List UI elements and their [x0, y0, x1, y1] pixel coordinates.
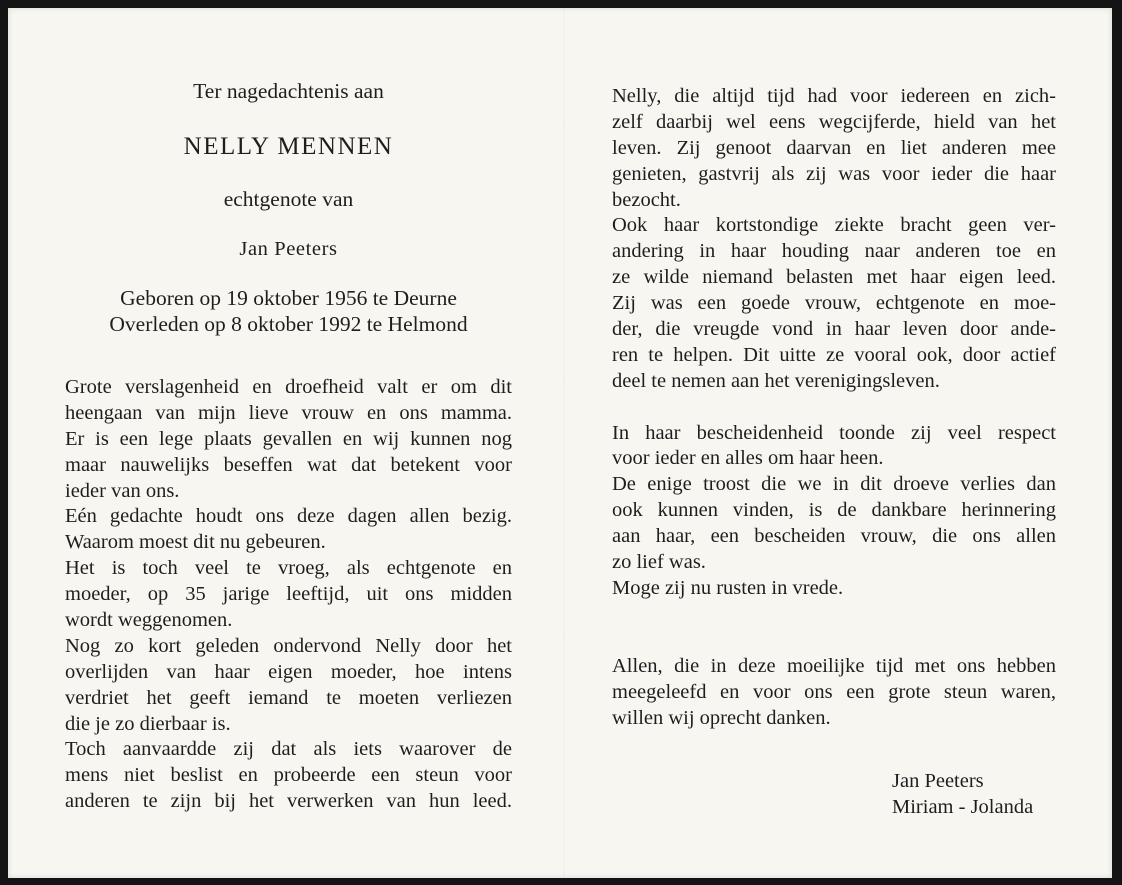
- text-line: In haar bescheidenheid toonde zij veel respect: [612, 421, 1056, 444]
- text-line: Waarom moest dit nu gebeuren.: [65, 531, 326, 554]
- birth-line: Geboren op 19 oktober 1956 te Deurne: [120, 286, 457, 310]
- paragraph: [612, 472, 1056, 576]
- paragraph: [612, 213, 1056, 291]
- spouse-label: echtgenote van: [223, 187, 354, 211]
- text-line: Nelly, die altijd tijd had voor iedereen en zich-: [612, 85, 1056, 107]
- left-page: [65, 78, 512, 815]
- paragraph: [612, 291, 1056, 395]
- text-line: aan haar, een bescheiden vrouw, die ons allen: [612, 525, 1056, 548]
- text-line: ieder van ons.: [65, 479, 180, 502]
- deceased-name: NELLY MENNEN: [183, 133, 394, 160]
- card-fold: [563, 8, 565, 878]
- text-line: voor ieder en alles om haar heen.: [612, 447, 884, 470]
- text-line: willen wij oprecht danken.: [612, 706, 831, 729]
- thanks-paragraph: [612, 654, 1056, 732]
- paragraph: [612, 84, 1056, 213]
- paragraph: [65, 737, 512, 815]
- text-line: zo lief was.: [612, 551, 706, 574]
- text-line: leven. Zij genoot daarvan en liet anderen mee: [612, 136, 1056, 159]
- text-line: ren te helpen. Dit uitte ze vooral ook, door actief: [612, 343, 1056, 366]
- paragraph: [65, 375, 512, 504]
- text-line: maar nauwelijks beseffen wat dat betekent voor: [65, 453, 512, 476]
- life-dates: [65, 285, 512, 337]
- memorial-header: [65, 78, 512, 337]
- spouse-name: Jan Peeters: [239, 238, 338, 260]
- text-line: Het is toch veel te vroeg, als echtgenote en: [65, 557, 512, 580]
- left-body-text: [65, 375, 512, 815]
- text-line: Grote verslagenheid en droefheid valt er om dit: [65, 376, 512, 398]
- text-line: der, die vreugde vond in haar leven door ande-: [612, 318, 1056, 341]
- text-line: Toch aanvaardde zij dat als iets waarover de: [65, 738, 512, 761]
- text-line: overlijden van haar eigen moeder, hoe intens: [65, 660, 512, 683]
- paragraph: [65, 556, 512, 634]
- text-line: bezocht.: [612, 188, 681, 211]
- paragraph: [65, 504, 512, 556]
- text-line: heengaan van mijn lieve vrouw en ons mamma.: [65, 401, 512, 424]
- spacer: [612, 395, 1056, 421]
- text-line: genieten, gastvrij als zij was voor ieder die haar: [612, 162, 1056, 185]
- text-line: andering in haar houding naar anderen toe en: [612, 240, 1056, 263]
- paragraph: [612, 421, 1056, 473]
- text-line: Zij was een goede vrouw, echtgenote en moe-: [612, 292, 1056, 315]
- text-line: ze wilde niemand belasten met haar eigen leed.: [612, 266, 1056, 289]
- right-page: [612, 84, 1056, 821]
- text-line: Moge zij nu rusten in vrede.: [612, 576, 844, 599]
- text-line: wordt weggenomen.: [65, 609, 233, 632]
- signature-line: Jan Peeters: [892, 770, 984, 793]
- text-line: die je zo dierbaar is.: [65, 712, 231, 735]
- paragraph: [612, 576, 1056, 602]
- signature-line: Miriam - Jolanda: [892, 796, 1034, 819]
- paragraph: [65, 634, 512, 738]
- death-line: Overleden op 8 oktober 1992 te Helmond: [109, 312, 468, 336]
- text-line: moeder, op 35 jarige leeftijd, uit ons midden: [65, 583, 512, 606]
- signature-block: [892, 769, 1056, 821]
- text-line: De enige troost die we in dit droeve verlies dan: [612, 473, 1056, 496]
- text-line: meegeleefd en voor ons een grote steun waren,: [612, 680, 1056, 703]
- text-line: deel te nemen aan het verenigingsleven.: [612, 369, 940, 392]
- text-line: ook kunnen vinden, is de dankbare herinnering: [612, 499, 1056, 522]
- text-line: Ook haar kortstondige ziekte bracht geen ver-: [612, 214, 1056, 237]
- text-line: zelf daarbij wel eens wegcijferde, hield van het: [612, 110, 1056, 133]
- text-line: verdriet het geeft iemand te moeten verliezen: [65, 686, 512, 709]
- text-line: anderen te zijn bij het verwerken van hun leed.: [65, 790, 512, 813]
- text-line: Nog zo kort geleden ondervond Nelly door het: [65, 634, 512, 657]
- intro-line: Ter nagedachtenis aan: [193, 79, 384, 103]
- text-line: Er is een lege plaats gevallen en wij kunnen nog: [65, 427, 512, 450]
- text-line: Eén gedachte houdt ons deze dagen allen bezig.: [65, 505, 512, 528]
- memorial-card: [8, 8, 1112, 878]
- text-line: mens niet beslist en probeerde een steun voor: [65, 764, 512, 787]
- text-line: Allen, die in deze moeilijke tijd met ons hebben: [612, 654, 1056, 677]
- spacer: [612, 602, 1056, 654]
